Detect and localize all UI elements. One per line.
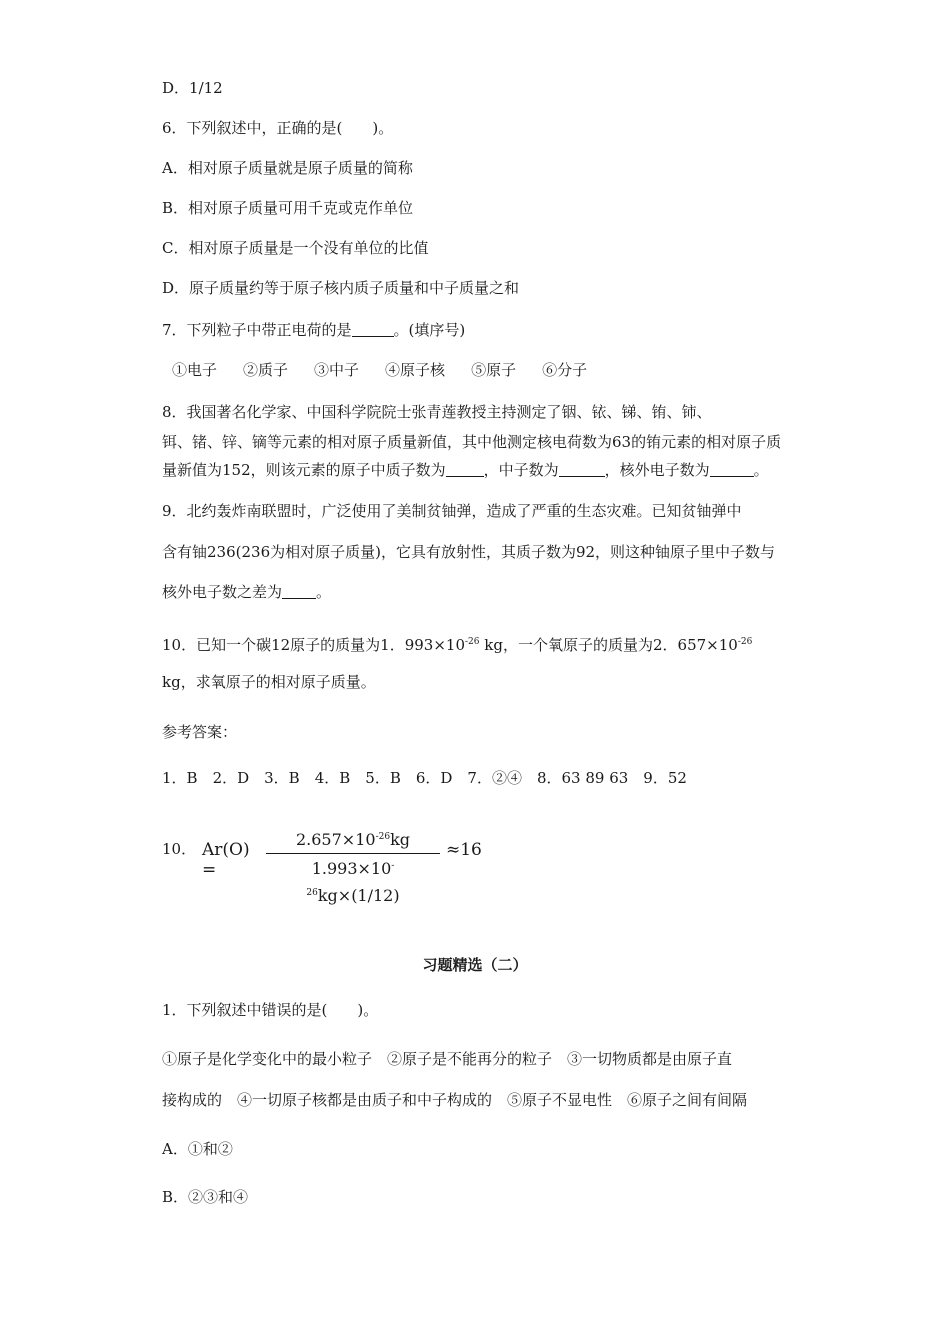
numerator-unit: kg [390,830,410,849]
question-10-text-a: 10．已知一个碳12原子的质量为1．993×10 [162,636,466,654]
question-7-text: 7．下列粒子中带正电荷的是 [162,321,352,339]
answer-list: 1．B 2．D 3．B 4．B 5．B 6．D 7．②④ 8．63 89 63 9．52 [162,769,687,787]
exercise-1-statements-line-1: ①原子是化学变化中的最小粒子 ②原子是不能再分的粒子 ③一切物质都是由原子直 [162,1050,733,1068]
question-8-line-2: 铒、锗、锌、镝等元素的相对原子质量新值，其中他测定核电荷数为63的铕元素的相对原子质 [162,433,782,451]
exercise-1-option-a: A．①和② [162,1140,233,1158]
exponent: -26 [306,861,395,898]
exponent: -26 [737,637,753,647]
option-item: ⑤原子 [471,361,517,379]
exponent: -26 [465,637,480,647]
option-item: ②质子 [243,361,289,379]
formula-lhs: Ar(O) = [202,840,250,880]
answer-blank [559,462,605,477]
question-10-text-b: kg，一个氧原子的质量为2．657×10 [479,636,738,654]
option-item: ⑥分子 [542,361,588,379]
question-9-text-b: 。 [316,583,332,601]
question-8-text-d: 。 [753,461,769,479]
fraction-denominator [266,854,440,908]
option-d-line: D．1/12 [162,79,223,97]
question-6: 6．下列叙述中，正确的是( )。 [162,119,394,137]
fraction-numerator [266,826,440,854]
formula-fraction [266,826,440,908]
question-9-line-2: 含有铀236(236为相对原子质量)，它具有放射性，其质子数为92，则这种铀原子里中子数与 [162,543,776,561]
exercise-1-option-b: B．②③和④ [162,1188,249,1206]
question-10-line-2: kg，求氧原子的相对原子质量。 [162,673,376,691]
denominator-value: 1.993×10 [311,859,392,878]
question-7-options [172,360,613,380]
section-heading: 习题精选（二） [422,956,528,974]
question-9-text-a: 核外电子数之差为 [162,583,283,601]
question-8-text-c: ，核外电子数为 [604,461,710,479]
question-8-text-b: ，中子数为 [483,461,559,479]
question-10-line-1 [162,632,752,655]
question-6-option-a: A．相对原子质量就是原子质量的简称 [162,159,413,177]
option-item: ①电子 [172,361,218,379]
reference-answers-label: 参考答案： [162,723,238,741]
numerator-value: 2.657×10 [295,830,376,849]
question-9-line-3 [162,582,331,602]
question-7 [162,320,465,340]
exercise-1-statements-line-2: 接构成的 ④一切原子核都是由质子和中子构成的 ⑤原子不显电性 ⑥原子之间有间隔 [162,1091,748,1109]
question-7-hint: 。(填序号) [393,321,466,339]
option-item: ④原子核 [385,361,446,379]
question-6-option-b: B．相对原子质量可用千克或克作单位 [162,199,414,217]
answer-blank [710,462,754,477]
question-8-line-1: 8．我国著名化学家、中国科学院院士张青莲教授主持测定了铟、铱、锑、铕、铈、 [162,403,712,421]
question-6-option-c: C．相对原子质量是一个没有单位的比值 [162,239,429,257]
option-item: ③中子 [314,361,360,379]
formula-number: 10． [162,840,197,858]
question-8-line-3 [162,460,769,480]
exercise-1: 1．下列叙述中错误的是( )。 [162,1001,379,1019]
answer-blank [352,322,394,337]
answer-blank [282,584,316,599]
exponent: -26 [375,832,391,842]
answer-blank [446,462,484,477]
denominator-unit: kg×(1/12) [317,886,400,905]
formula-result: ≈16 [446,840,482,860]
question-6-option-d: D．原子质量约等于原子核内质子质量和中子质量之和 [162,279,520,297]
question-8-text-a: 量新值为152，则该元素的原子中质子数为 [162,461,446,479]
question-9-line-1: 9．北约轰炸南联盟时，广泛使用了美制贫铀弹，造成了严重的生态灾难。已知贫铀弹中 [162,502,742,520]
